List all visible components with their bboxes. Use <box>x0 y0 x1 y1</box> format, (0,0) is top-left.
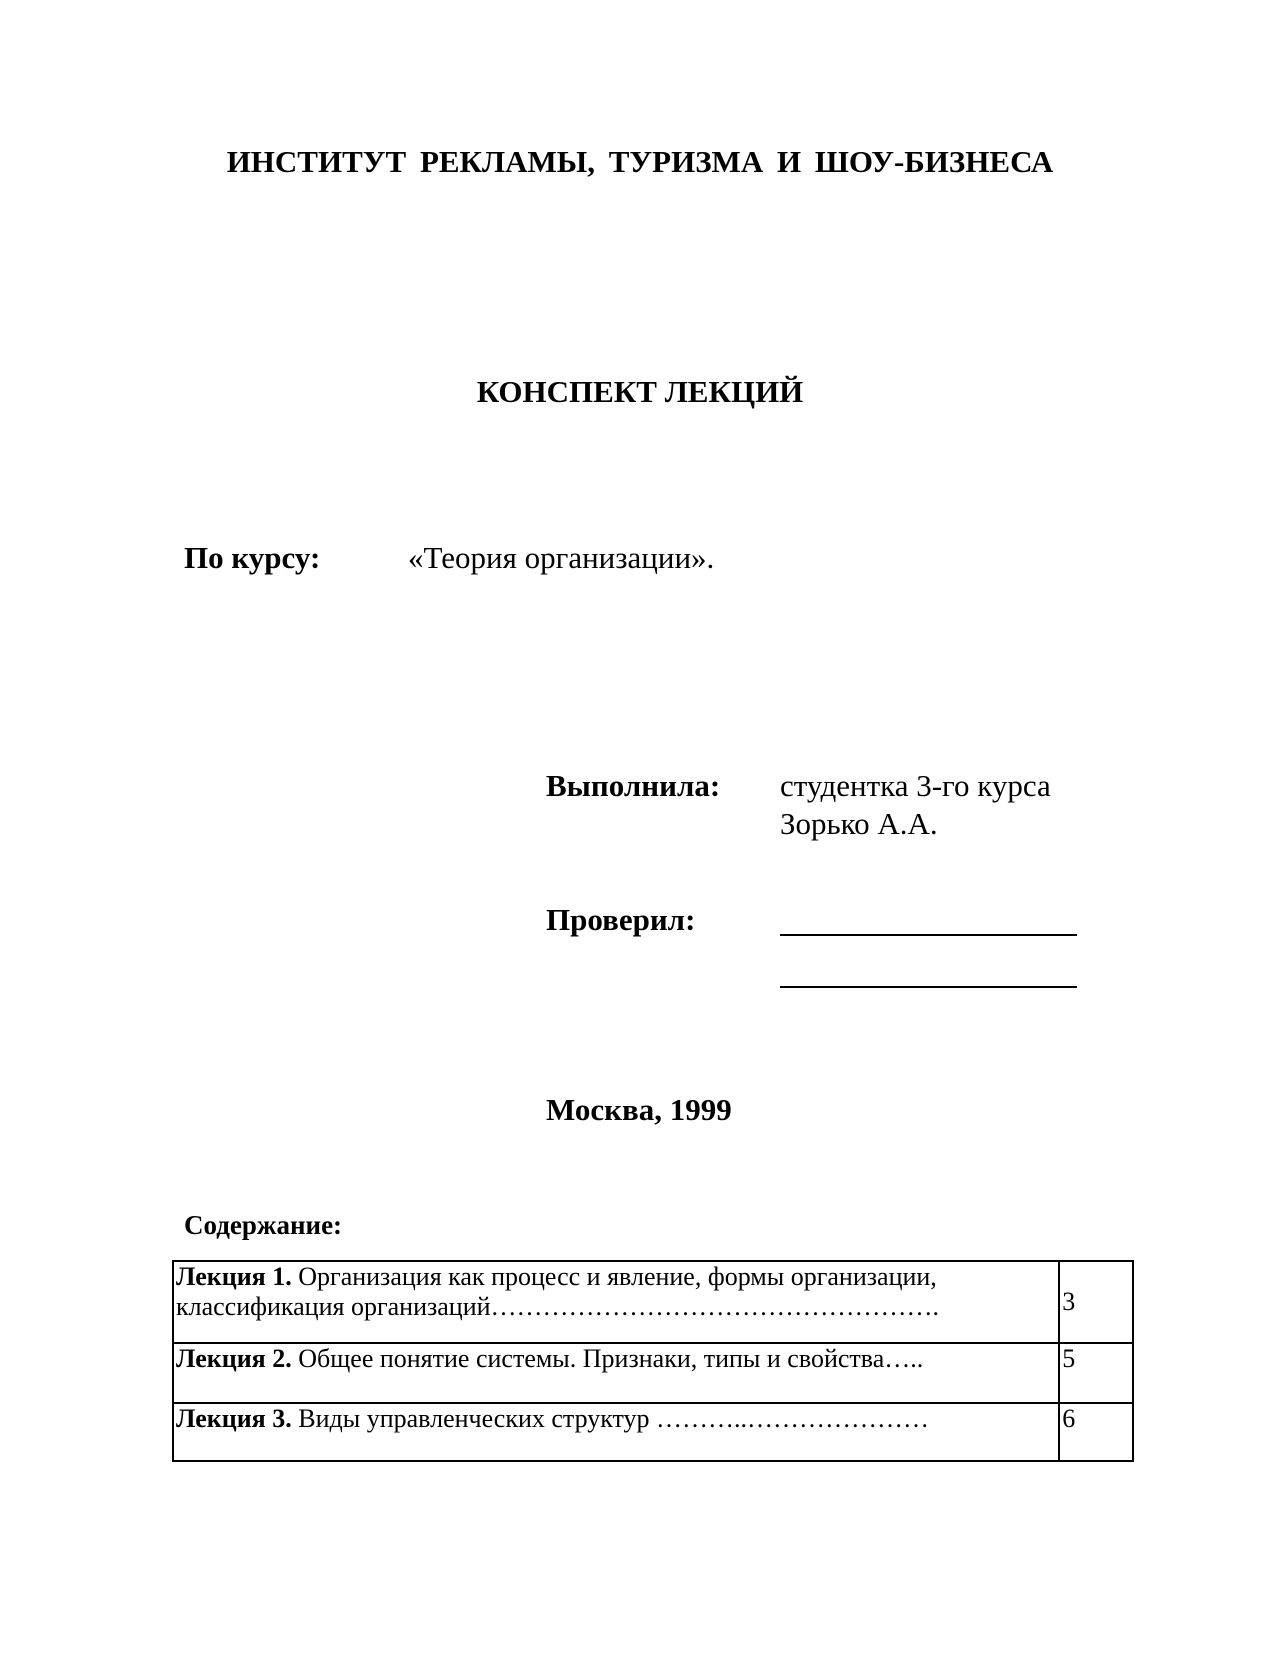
course-value: «Теория организации». <box>408 540 715 575</box>
table-row <box>173 1261 1133 1343</box>
page-number: 3 <box>1059 1261 1133 1343</box>
institute-name: ИНСТИТУТ РЕКЛАМЫ, ТУРИЗМА И ШОУ-БИЗНЕСА <box>226 144 1054 179</box>
lecture-number: Лекция 2. <box>176 1344 292 1373</box>
lecture-number: Лекция 1. <box>176 1262 292 1291</box>
page-number: 5 <box>1059 1343 1133 1403</box>
author-label: Выполнила: <box>546 768 721 803</box>
lecture-title-continued: классификация организаций……………………………………………. <box>176 1292 940 1321</box>
lecture-title: Организация как процесс и явление, формы организации, <box>291 1262 937 1291</box>
contents-title: Содержание: <box>184 1210 343 1240</box>
reviewer-name-line <box>780 986 1077 988</box>
author-name: Зорько А.А. <box>780 806 938 841</box>
document-title: КОНСПЕКТ ЛЕКЦИЙ <box>476 374 804 409</box>
table-row <box>173 1403 1133 1461</box>
author-status: студентка 3-го курса <box>780 768 1051 803</box>
lecture-title: Виды управленческих структур ………..………………… <box>291 1404 930 1433</box>
page-number: 6 <box>1059 1403 1133 1461</box>
contents-entry <box>173 1343 1059 1403</box>
lecture-title: Общее понятие системы. Признаки, типы и свойства….. <box>291 1344 924 1373</box>
reviewer-signature-line <box>780 934 1077 936</box>
course-label: По курсу: <box>184 540 321 575</box>
city-year: Москва, 1999 <box>546 1092 732 1127</box>
table-row <box>173 1343 1133 1403</box>
contents-entry <box>173 1261 1059 1343</box>
contents-entry <box>173 1403 1059 1461</box>
reviewer-label: Проверил: <box>546 902 696 937</box>
contents-table <box>172 1260 1134 1462</box>
lecture-number: Лекция 3. <box>176 1404 292 1433</box>
